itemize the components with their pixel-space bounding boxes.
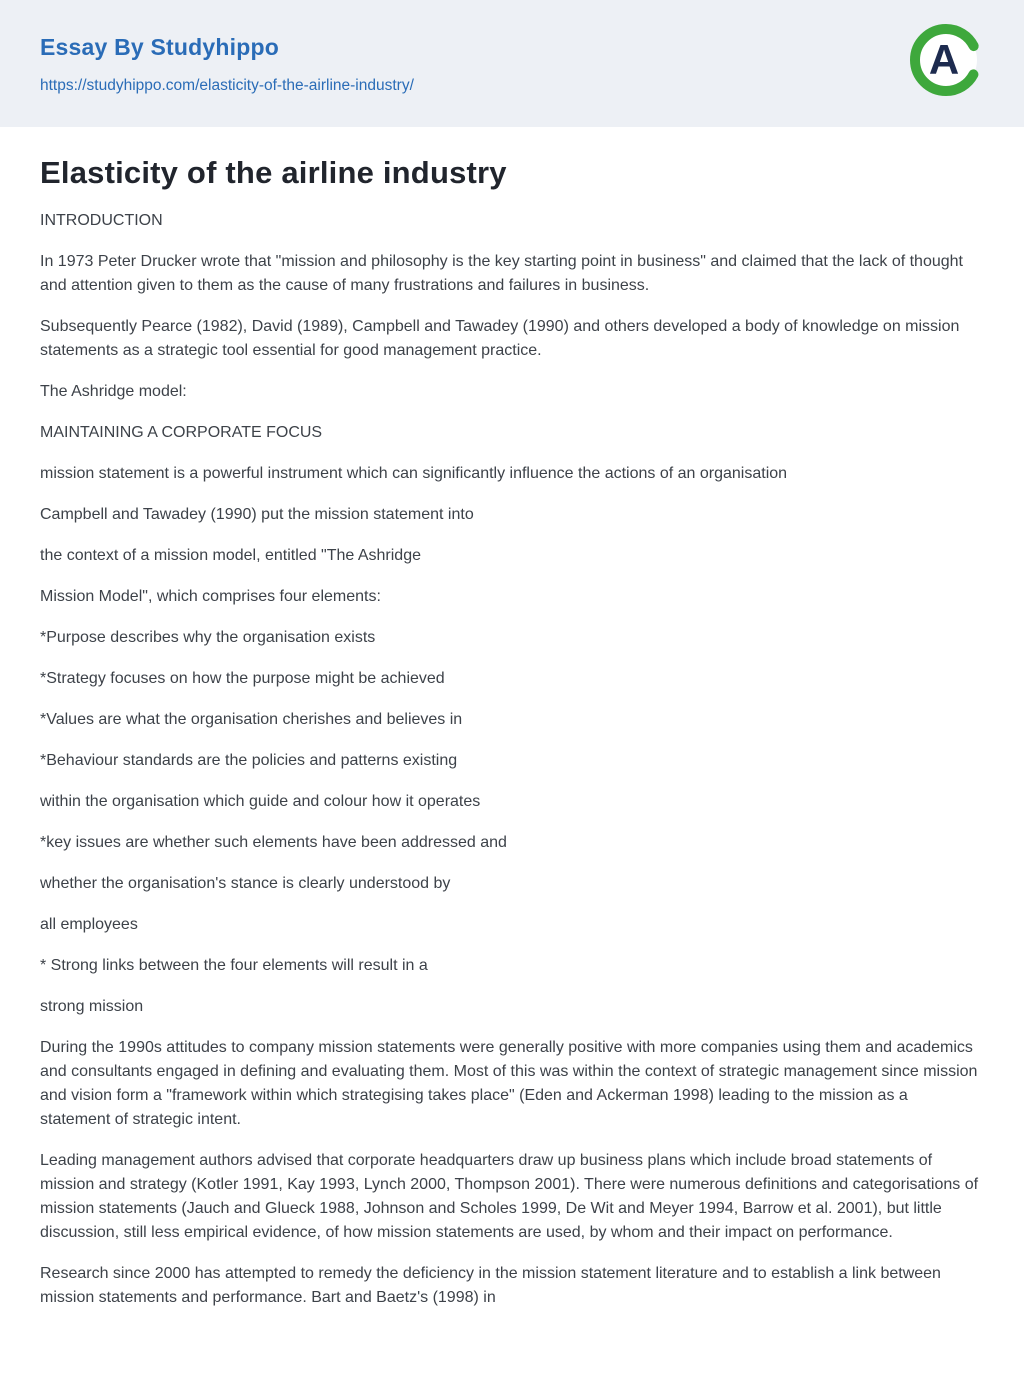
paragraph: * Strong links between the four elements will result in a <box>40 957 428 974</box>
paragraph: strong mission <box>40 998 144 1015</box>
paragraph: *Strategy focuses on how the purpose might be achieved <box>40 670 445 687</box>
paragraph: Leading management authors advised that corporate headquarters draw up business plans which include broad statements of mission and strategy (Kotler 1991, Kay 1993, Lynch 2000, Thompson 2001). There were numerous definitions and categorisations of mission statements (Jauch and Glueck 1988, Johnson and Scholes 1999, De Wit and Meyer 1994, Barrow et al. 2001), but little discussion, still less empirical evidence, of how mission statements are used, by whom and their impact on performance. <box>40 1152 979 1241</box>
paragraph: Mission Model", which comprises four elements: <box>40 588 381 605</box>
paragraph: During the 1990s attitudes to company mission statements were generally positive with more companies using them and academics and consultants engaged in defining and evaluating them. Most of this was within the context of strategic management since mission and vision form a "framework within which strategising takes place" (Eden and Ackerman 1998) leading to the mission as a statement of strategic intent. <box>40 1039 978 1128</box>
paragraph: Subsequently Pearce (1982), David (1989), Campbell and Tawadey (1990) and others developed a body of knowledge on mission statements as a strategic tool essential for good management practice. <box>40 318 960 359</box>
paragraph: The Ashridge model: <box>40 383 187 400</box>
site-title: Essay By Studyhippo <box>40 34 279 60</box>
logo-letter: A <box>928 36 960 83</box>
article-body <box>40 209 982 1310</box>
paragraph: *Values are what the organisation cherishes and believes in <box>40 711 463 728</box>
paragraph: within the organisation which guide and colour how it operates <box>40 793 481 810</box>
page-title: Elasticity of the airline industry <box>40 155 507 190</box>
paragraph: all employees <box>40 916 138 933</box>
paragraph: *Behaviour standards are the policies and patterns existing <box>40 752 458 769</box>
paragraph: Research since 2000 has attempted to remedy the deficiency in the mission statement literature and to establish a link between mission statements and performance. Bart and Baetz's (1998) in <box>40 1265 941 1306</box>
paragraph: *Purpose describes why the organisation exists <box>40 629 376 646</box>
paragraph: MAINTAINING A CORPORATE FOCUS <box>40 424 323 441</box>
article <box>0 127 1024 1375</box>
paragraph: *key issues are whether such elements have been addressed and <box>40 834 507 851</box>
paragraph: the context of a mission model, entitled "The Ashridge <box>40 547 421 564</box>
source-url-link[interactable]: https://studyhippo.com/elasticity-of-the-airline-industry/ <box>40 77 414 94</box>
studyhippo-logo-icon <box>908 22 984 98</box>
paragraph: INTRODUCTION <box>40 212 163 229</box>
paragraph: Campbell and Tawadey (1990) put the mission statement into <box>40 506 474 523</box>
paragraph: mission statement is a powerful instrument which can significantly influence the actions of an organisation <box>40 465 788 482</box>
site-header <box>0 0 1024 127</box>
paragraph: In 1973 Peter Drucker wrote that "mission and philosophy is the key starting point in business" and claimed that the lack of thought and attention given to them as the cause of many frustrations and failures in business. <box>40 253 963 294</box>
paragraph: whether the organisation's stance is clearly understood by <box>40 875 451 892</box>
